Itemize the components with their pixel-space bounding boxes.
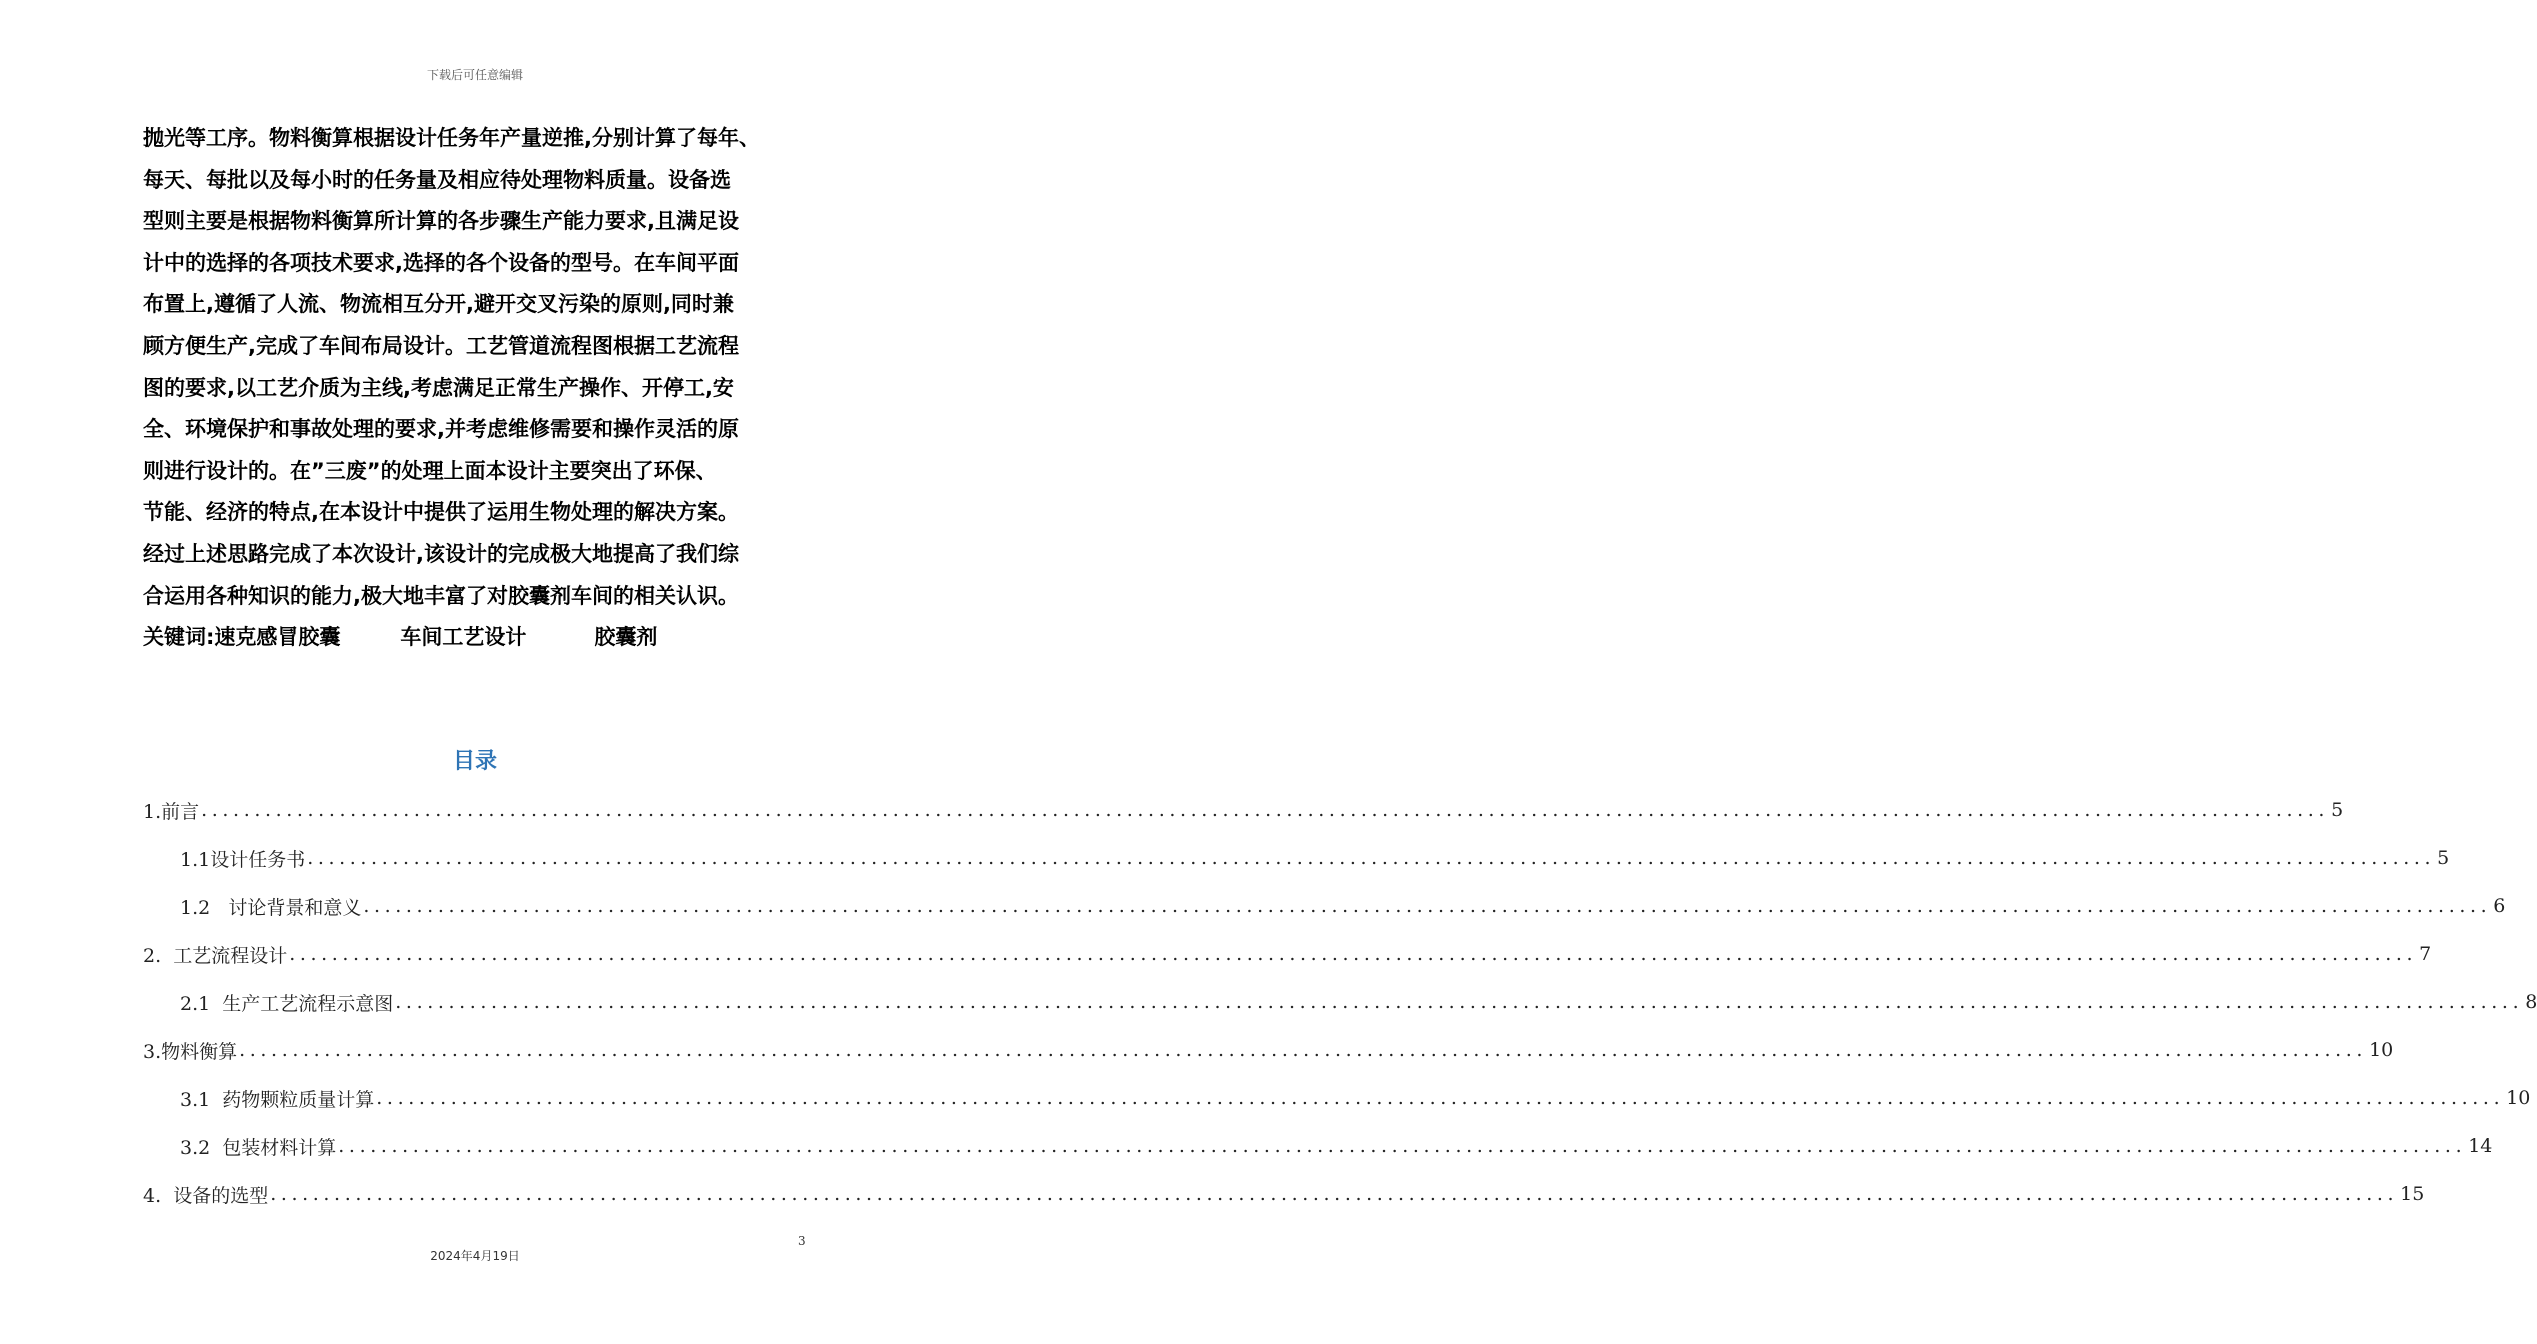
toc-entry-label: 2. 工艺流程设计 — [143, 944, 288, 967]
toc-entry-page: 15 — [2400, 1183, 2425, 1205]
body-line: 图的要求,以工艺介质为主线,考虑满足正常生产操作、开停工,安 — [143, 375, 734, 400]
toc-entry[interactable] — [143, 1074, 2531, 1122]
toc-entry-label: 3.1 药物颗粒质量计算 — [180, 1088, 375, 1111]
toc-entry-page: 8 — [2525, 991, 2537, 1013]
toc-entry-page: 10 — [2506, 1087, 2531, 1109]
abstract-body — [143, 118, 813, 659]
toc-entry[interactable] — [143, 786, 2344, 834]
page-header: 下载后可任意编辑 — [426, 68, 523, 82]
toc-entry-page: 5 — [2331, 799, 2344, 821]
toc-entry[interactable] — [143, 1170, 2425, 1218]
toc-leader-dots: ........................................................................................................................................................................................................ — [239, 1039, 2368, 1061]
toc-entry-label: 2.1 生产工艺流程示意图 — [180, 992, 394, 1015]
body-line: 布置上,遵循了人流、物流相互分开,避开交叉污染的原则,同时兼 — [143, 292, 734, 317]
toc-entry-label: 1.前言 — [143, 800, 200, 823]
toc-entry-label: 4. 设备的选型 — [143, 1184, 269, 1207]
toc-entry-page: 14 — [2468, 1135, 2493, 1157]
keyword-item: 车间工艺设计 — [400, 625, 527, 650]
toc-leader-dots: ........................................................................................................................................................................................................ — [270, 1183, 2399, 1205]
toc-entry-label: 1.1设计任务书 — [180, 848, 306, 871]
body-line: 每天、每批以及每小时的任务量及相应待处理物料质量。设备选 — [143, 167, 731, 192]
body-line: 全、环境保护和事故处理的要求,并考虑维修需要和操作灵活的原 — [143, 417, 739, 442]
toc-leader-dots: ........................................................................................................................................................................................................ — [363, 895, 2492, 917]
toc-entry-page: 6 — [2493, 895, 2506, 917]
body-line: 节能、经济的特点,在本设计中提供了运用生物处理的解决方案。 — [143, 500, 739, 525]
toc-leader-dots: ........................................................................................................................................................................................................ — [307, 847, 2436, 869]
keywords-label: 关键词: — [143, 625, 215, 650]
toc-title: 目录 — [452, 749, 497, 774]
body-line: 合运用各种知识的能力,极大地丰富了对胶囊剂车间的相关认识。 — [143, 583, 739, 608]
toc-leader-dots: ........................................................................................................................................................................................................ — [376, 1087, 2505, 1109]
toc-entry[interactable] — [143, 978, 2537, 1026]
body-line: 计中的选择的各项技术要求,选择的各个设备的型号。在车间平面 — [143, 250, 739, 275]
body-line: 则进行设计的。在”三废”的处理上面本设计主要突出了环保、 — [143, 458, 717, 483]
page-footer-date: 2024年4月19日 — [430, 1249, 520, 1263]
body-line: 型则主要是根据物料衡算所计算的各步骤生产能力要求,且满足设 — [143, 209, 739, 234]
toc-entry-label: 3.2 包装材料计算 — [180, 1136, 337, 1159]
body-line: 顾方便生产,完成了车间布局设计。工艺管道流程图根据工艺流程 — [143, 333, 739, 358]
toc-entry[interactable] — [143, 930, 2432, 978]
keyword-item: 胶囊剂 — [594, 625, 658, 650]
toc-leader-dots: ........................................................................................................................................................................................................ — [201, 799, 2330, 821]
toc-entry[interactable] — [143, 882, 2506, 930]
table-of-contents — [143, 786, 2537, 1218]
toc-entry-label: 3.物料衡算 — [143, 1040, 238, 1063]
page-number: 3 — [798, 1234, 806, 1248]
body-line: 抛光等工序。物料衡算根据设计任务年产量逆推,分别计算了每年、 — [143, 126, 760, 150]
body-line: 经过上述思路完成了本次设计,该设计的完成极大地提高了我们综 — [143, 541, 739, 566]
keywords-line — [143, 617, 813, 659]
toc-entry[interactable] — [143, 1122, 2493, 1170]
keyword-item: 速克感冒胶囊 — [214, 625, 341, 650]
toc-leader-dots: ........................................................................................................................................................................................................ — [289, 943, 2418, 965]
toc-entry[interactable] — [143, 834, 2450, 882]
toc-leader-dots: ........................................................................................................................................................................................................ — [338, 1135, 2467, 1157]
toc-entry-label: 1.2 讨论背景和意义 — [180, 896, 362, 919]
toc-leader-dots: ........................................................................................................................................................................................................ — [395, 991, 2524, 1013]
toc-entry-page: 7 — [2419, 943, 2432, 965]
toc-entry-page: 5 — [2437, 847, 2450, 869]
toc-entry-page: 10 — [2369, 1039, 2394, 1061]
toc-entry[interactable] — [143, 1026, 2394, 1074]
